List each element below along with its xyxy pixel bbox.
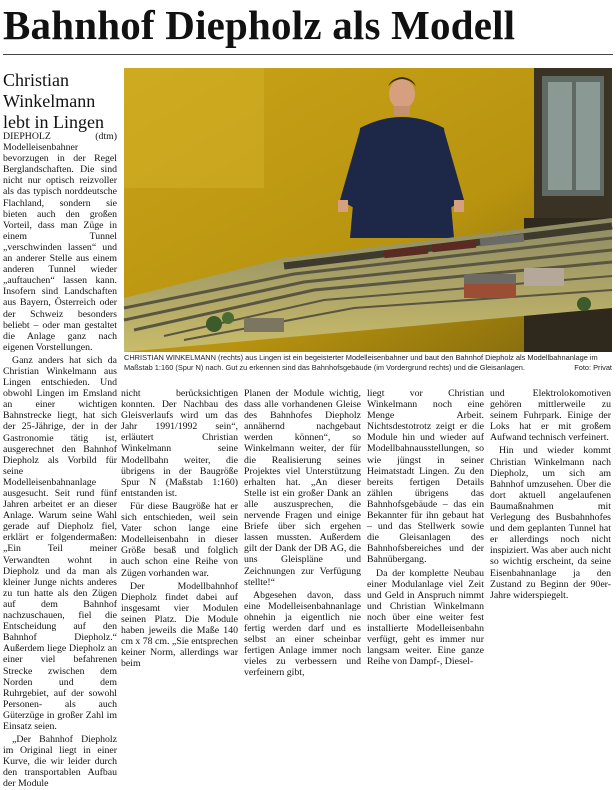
article-column-4 (367, 388, 484, 668)
paragraph: Hin und wieder kommt Christian Winkelmann nach Diepholz, um sich am Bahnhof umzusehen. Über die dort aktuell angelaufenen Baumaßnahmen mit Verlegung des Busbahnhofes und dem geplanten Tunnel hat er allerdings noch nicht inspiziert. Was aber auch nicht so wichtig erscheint, da seine Eisenbahnanlage ja den Zustand zu Beginn der 90er-Jahre widerspiegelt. (490, 445, 611, 601)
paragraph: und Elektrolokomotiven gehören mittlerweile zu seinem Fuhrpark. Einige der Loks hat er mit großem Aufwand technisch verfeinert. (490, 388, 611, 444)
headline: Bahnhof Diepholz als Modell (3, 2, 516, 48)
article-column-2 (121, 388, 238, 670)
paragraph: liegt vor Christian Winkelmann noch eine Menge Arbeit. Nichtsdestotrotz zeigt er die Module hin und wieder auf Modellbahnausstellungen, so wie jüngst in seiner Heimatstadt Lingen. Zu den bereits fertigen Details zählen übrigens das Bahnhofsgebäude – das ein Bekannter für ihn gebaut hat – und das Stellwerk sowie die Gleisanlagen des Bahnhofsbereiches und der Bahnübergang. (367, 388, 484, 566)
photo-caption (124, 353, 612, 372)
article-column-1 (3, 131, 117, 790)
paragraph: Abgesehen davon, dass eine Modelleisenbahnanlage ohnehin ja eigentlich nie fertig werden darf und es selbst an einer scheinbar fertigen Anlage immer noch vieles zu verbessern und verfeinern gibt, (244, 589, 361, 679)
paragraph: Da der komplette Neubau einer Modulanlage viel Zeit und Geld in Anspruch nimmt und Christian Winkelmann noch über eine weiter fest installierte Modelleisenbahn verfügt, geht es immer nur langsam weiter. Eine ganze Reihe von Dampf-, Diesel- (367, 567, 484, 668)
paragraph: DIEPHOLZ (dtm) Modelleisenbahner bevorzugen in der Regel Berglandschaften. Die sind nicht nur optisch reizvoller als das typisch norddeutsche Flachland, sondern sie bieten auch den großen Vorteil, dass man Züge in einem Tunnel „verschwinden lassen“ und an anderer Stelle aus einem anderen Tunnel wieder „auftauchen“ lassen kann. Insofern sind Landschaften aus Bayern, Österreich oder der Schweiz besonders beliebt – oder man gestaltet die Anlage ganz nach eigenen Vorstellungen. (3, 131, 117, 353)
article-column-5 (490, 388, 611, 617)
paragraph: Ganz anders hat sich da Christian Winkelmann aus Lingen entschieden. Und obwohl Lingen im Emsland an einer wichtigen Bahnstrecke liegt, hat sich der 25-Jährige, der in der Gastronomie tätig ist, ausgerechnet den Bahnhof Diepholz als Vorbild für seine Modelleisenbahnanlage ausgesucht. Seit rund fünf Jahren arbeitet er an dieser Anlage. Warum seine Wahl gerade auf Diepholz fiel, erklärt er folgendermaßen: „Ein Teil meiner Verwandten wohnt in Diepholz und da man als kleiner Junge nichts anderes zu tun hatte als den Zügen auf dem Bahnhof nachzuschauen, fiel die Entscheidung auf den Bahnhof Diepholz.“ Außerdem liege Diepholz an einer viel befahrenen Strecke zwischen dem Norden und dem Ruhrgebiet, auf der sowohl Personen- als auch Güterzüge in großer Zahl im Einsatz seien. (3, 354, 117, 732)
photo-illustration (124, 68, 612, 352)
paragraph: Der Modellbahnhof Diepholz findet dabei auf insgesamt vier Modulen seinen Platz. Die Module haben jeweils die Maße 140 cm x 78 cm. „Sie entsprechen keiner Norm, allerdings war beim (121, 580, 238, 670)
paragraph: nicht berücksichtigen konnten. Der Nachbau des Gleisverlaufs wird um das Jahr 1991/1992 sein“, erläutert Christian Winkelmann seine Modellbahn weiter, die übrigens in der Baugröße Spur N (Maßstab 1:160) entstanden ist. (121, 388, 238, 499)
headline-rule (3, 54, 613, 55)
paragraph: Für diese Baugröße hat er sich entschieden, weil sein Vater schon lange eine Modelleisenbahn in dieser Größe besaß und folglich auch schon eine Reihe von Zügen vorhanden war. (121, 500, 238, 579)
paragraph: Planen der Module wichtig, dass alle vorhandenen Gleise des Bahnhofes Diepholz annähernd nachgebaut werden können“, so Winkelmann weiter, der für die Realisierung seines Projektes viel Unterstützung erhalten hat. „An dieser Stelle ist ein großer Dank an alle auszusprechen, die nervende Fragen und einige Briefe über sich ergehen lassen mussten. Außerdem gilt der Dank der DB AG, die uns Gleispläne und Zeichnungen zur Verfügung stellte!“ (244, 388, 361, 588)
caption-text: CHRISTIAN WINKELMANN (rechts) aus Lingen ist ein begeisterter Modelleisenbahner und baut den Bahnhof Diepholz als Modellbahnanlage im Maßstab 1:160 (Spur N) nach. Gut zu erkennen sind das Bahnhofsgebäude (im Vordergrund rechts) und die Gleisanlagen. (124, 353, 598, 372)
kicker: Christian Winkelmann lebt in Lingen (3, 70, 104, 132)
paragraph: „Der Bahnhof Diepholz im Original liegt in einer Kurve, die wir leider durch den transportablen Aufbau der Module (3, 734, 117, 790)
article-column-3 (244, 388, 361, 679)
photo-credit: Foto: Privat (574, 362, 612, 372)
article-photo (124, 68, 612, 352)
